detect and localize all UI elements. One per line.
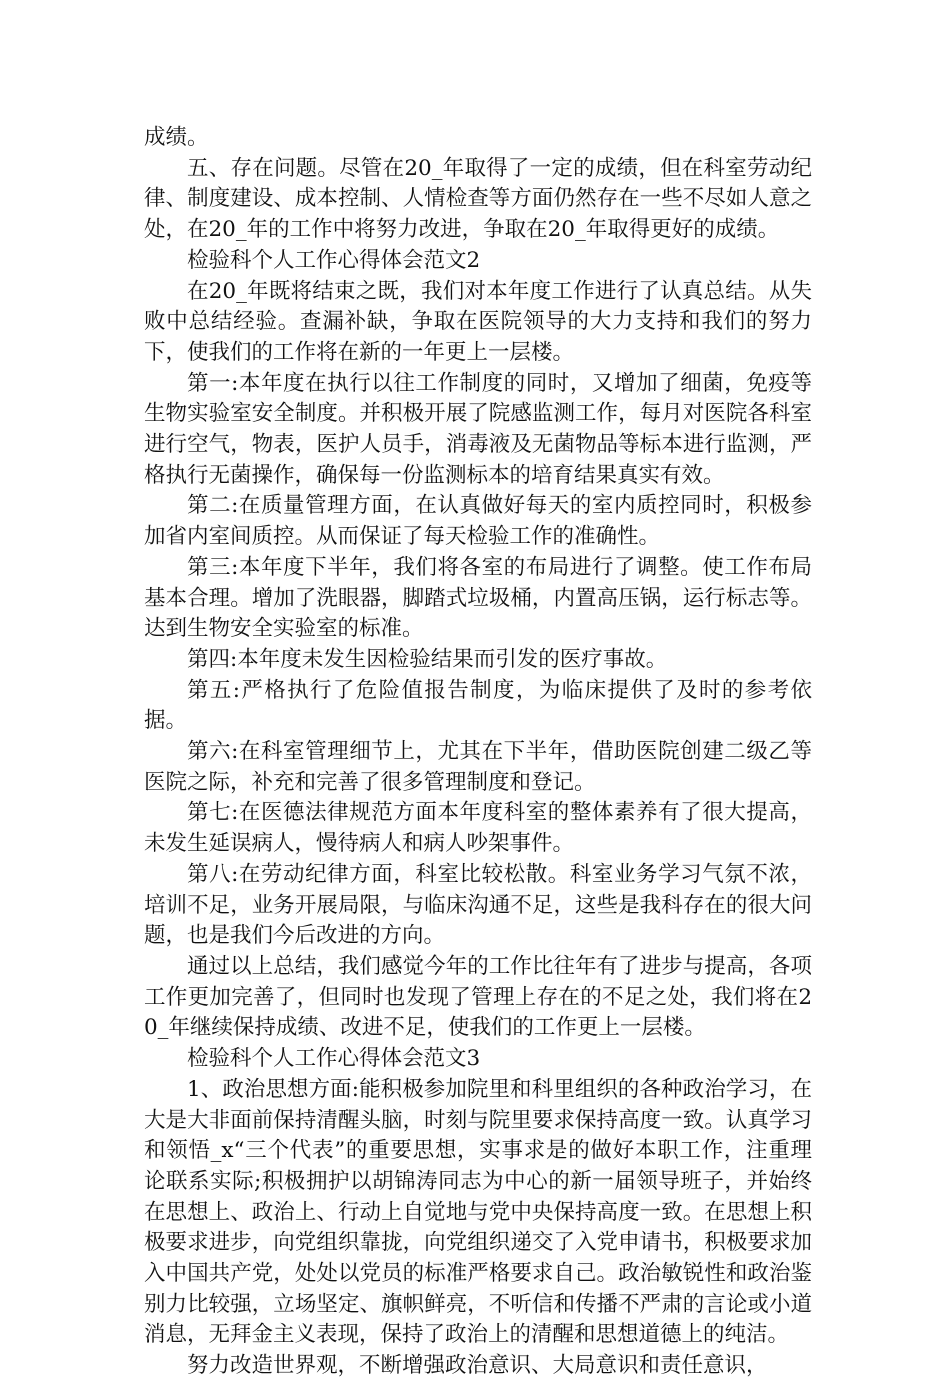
paragraph-item-7: 第七:在医德法律规范方面本年度科室的整体素养有了很大提高，未发生延误病人，慢待病人和病人吵架事件。 [144, 800, 812, 857]
paragraph-item-4: 第四:本年度未发生因检验结果而引发的医疗事故。 [187, 646, 668, 672]
paragraph-intro: 在20_年既将结束之既，我们对本年度工作进行了认真总结。从失败中总结经验。查漏补缺，争取在医院领导的大力支持和我们的努力下，使我们的工作将在新的一年更上一层楼。 [144, 278, 812, 365]
paragraph-item-1: 第一:本年度在执行以往工作制度的同时，又增加了细菌，免疫等生物实验室安全制度。并积极开展了院感监测工作，每月对医院各科室进行空气，物表，医护人员手，消毒液及无菌物品等标本进行监测，严格执行无菌操作，确保每一份监测标本的培育结果真实有效。 [144, 370, 812, 488]
paragraph-political: 1、政治思想方面:能积极参加院里和科里组织的各种政治学习，在大是大非面前保持清醒头脑，时刻与院里要求保持高度一致。认真学习和领悟_x“三个代表”的重要思想，实事求是的做好本职工作，注重理论联系实际;积极拥护以胡锦涛同志为中心的新一届领导班子，并始终在思想上、政治上、行动上自觉地与党中央保持高度一致。在思想上积极要求进步，向党组织靠拢，向党组织递交了入党申请书，积极要求加入中国共产党，处处以党员的标准严格要求自己。政治敏锐性和政治鉴别力比较强，立场坚定、旗帜鲜亮，不听信和传播不严肃的言论或小道消息，无拜金主义表现，保持了政治上的清醒和思想道德上的纯洁。 [144, 1076, 812, 1348]
section-heading-2: 检验科个人工作心得体会范文2 [187, 247, 481, 273]
paragraph-item-3: 第三:本年度下半年，我们将各室的布局进行了调整。使工作布局基本合理。增加了洗眼器，脚踏式垃圾桶，内置高压锅，运行标志等。达到生物安全实验室的标准。 [144, 554, 812, 642]
document-body [144, 123, 812, 1382]
paragraph-problems: 五、存在问题。尽管在20_年取得了一定的成绩，但在科室劳动纪律、制度建设、成本控制、人情检查等方面仍然存在一些不尽如人意之处，在20_年的工作中将努力改进，争取在20_年取得更好的成绩。 [144, 155, 812, 243]
paragraph-continuation: 成绩。 [144, 125, 209, 150]
paragraph-item-5: 第五:严格执行了危险值报告制度，为临床提供了及时的参考依据。 [144, 677, 812, 734]
paragraph-summary: 通过以上总结，我们感觉今年的工作比往年有了进步与提高，各项工作更加完善了，但同时也发现了管理上存在的不足之处，我们将在20_年继续保持成绩、改进不足，使我们的工作更上一层楼。 [144, 953, 812, 1041]
paragraph-item-6: 第六:在科室管理细节上，尤其在下半年，借助医院创建二级乙等医院之际，补充和完善了很多管理制度和登记。 [144, 739, 812, 795]
paragraph-worldview: 努力改造世界观，不断增强政治意识、大局意识和责任意识， [187, 1353, 768, 1379]
paragraph-item-2: 第二:在质量管理方面，在认真做好每天的室内质控同时，积极参加省内室间质控。从而保证了每天检验工作的准确性。 [144, 493, 812, 550]
section-heading-3: 检验科个人工作心得体会范文3 [187, 1046, 481, 1072]
paragraph-item-8: 第八:在劳动纪律方面，科室比较松散。科室业务学习气氛不浓，培训不足，业务开展局限，与临床沟通不足，这些是我科存在的很大问题，也是我们今后改进的方向。 [144, 861, 812, 949]
